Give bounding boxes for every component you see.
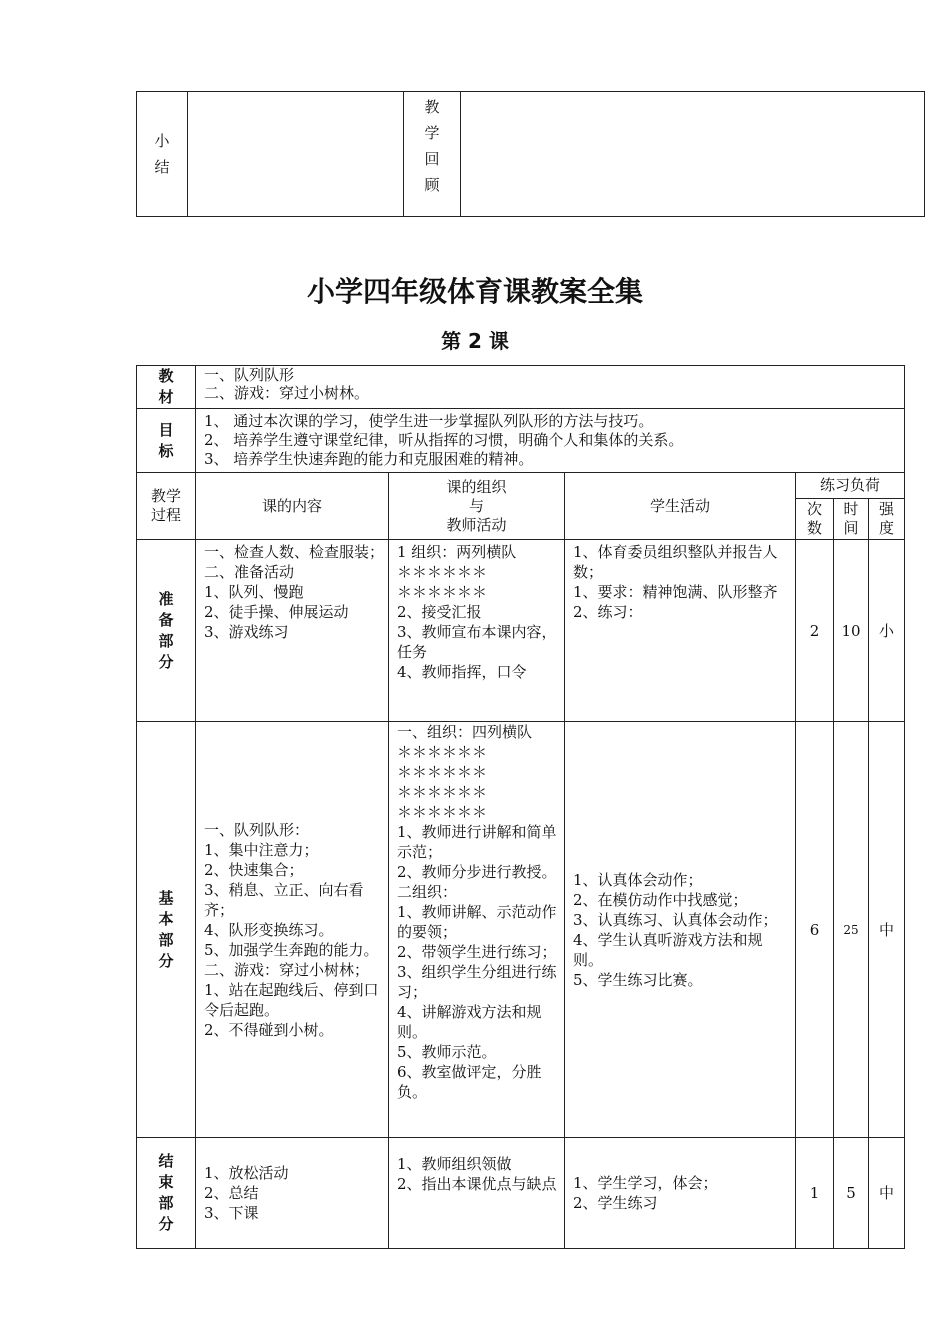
- material-label: 教 材: [137, 366, 196, 409]
- header-process: 教学 过程: [137, 473, 196, 540]
- summary-table: [136, 91, 925, 217]
- preparation-intensity: 小: [869, 540, 905, 722]
- preparation-content: 一、检查人数、检查服装； 二、准备活动 1、队列、慢跑 2、徒手操、伸展运动 3、游戏练习: [196, 540, 389, 722]
- summary-content-cell: [188, 92, 404, 217]
- closing-duration: 5: [834, 1138, 869, 1249]
- basic-content: 一、队列队形： 1、集中注意力； 2、快速集合； 3、稍息、立正、向右看齐； 4、队形变换练习。 5、加强学生奔跑的能力。 二、游戏：穿过小树林； 1、站在起跑线后、停到口令后起跑。 2、不得碰到小树。: [196, 722, 389, 1138]
- section-label-basic: 基 本 部 分: [137, 722, 196, 1138]
- header-duration: 时 间: [834, 499, 869, 540]
- lesson-plan-table: [136, 365, 905, 1249]
- basic-times: 6: [796, 722, 834, 1138]
- basic-intensity: 中: [869, 722, 905, 1138]
- review-content-cell: [461, 92, 925, 217]
- closing-organization: 1、教师组织领做 2、指出本课优点与缺点: [389, 1138, 565, 1249]
- header-organization: 课的组织 与 教师活动: [389, 473, 565, 540]
- summary-label: 小 结: [137, 92, 188, 217]
- page-title: 小学四年级体育课教案全集: [306, 275, 643, 308]
- material-text: 一、队列队形 二、游戏：穿过小树林。: [196, 366, 905, 409]
- closing-times: 1: [796, 1138, 834, 1249]
- header-intensity: 强 度: [869, 499, 905, 540]
- closing-content: 1、放松活动 2、总结 3、下课: [196, 1138, 389, 1249]
- closing-student: 1、学生学习，体会； 2、学生练习: [565, 1138, 796, 1249]
- preparation-organization: 1 组织：两列横队 ＊＊＊＊＊＊ ＊＊＊＊＊＊ 2、接受汇报 3、教师宣布本课内容，任务 4、教师指挥，口令: [389, 540, 565, 722]
- header-load: 练习负荷: [796, 473, 905, 499]
- review-label: 教 学 回 顾: [404, 92, 461, 217]
- section-label-closing: 结 束 部 分: [137, 1138, 196, 1249]
- preparation-times: 2: [796, 540, 834, 722]
- goals-text: 1、 通过本次课的学习，使学生进一步掌握队列队形的方法与技巧。 2、 培养学生遵守课堂纪律，听从指挥的习惯，明确个人和集体的关系。 3、 培养学生快速奔跑的能力和克服困难的精神。: [196, 409, 905, 473]
- closing-intensity: 中: [869, 1138, 905, 1249]
- lesson-number: 第 2 课: [441, 329, 509, 353]
- basic-organization: 一、组织：四列横队 ＊＊＊＊＊＊ ＊＊＊＊＊＊ ＊＊＊＊＊＊ ＊＊＊＊＊＊ 1、教师进行讲解和简单示范； 2、教师分步进行教授。 二组织： 1、教师讲解、示范动作的要领； 2、带领学生进行练习； 3、组织学生分组进行练习； 4、讲解游戏方法和规则。 5、教师示范。 6、教室做评定，分胜负。: [389, 722, 565, 1138]
- header-student: 学生活动: [565, 473, 796, 540]
- section-label-preparation: 准 备 部 分: [137, 540, 196, 722]
- header-content: 课的内容: [196, 473, 389, 540]
- preparation-duration: 10: [834, 540, 869, 722]
- preparation-student: 1、体育委员组织整队并报告人数； 1、要求：精神饱满、队形整齐 2、练习：: [565, 540, 796, 722]
- header-times: 次 数: [796, 499, 834, 540]
- basic-duration: 25: [834, 722, 869, 1138]
- goals-label: 目 标: [137, 409, 196, 473]
- basic-student: 1、认真体会动作； 2、在模仿动作中找感觉； 3、认真练习、认真体会动作； 4、学生认真听游戏方法和规则。 5、学生练习比赛。: [565, 722, 796, 1138]
